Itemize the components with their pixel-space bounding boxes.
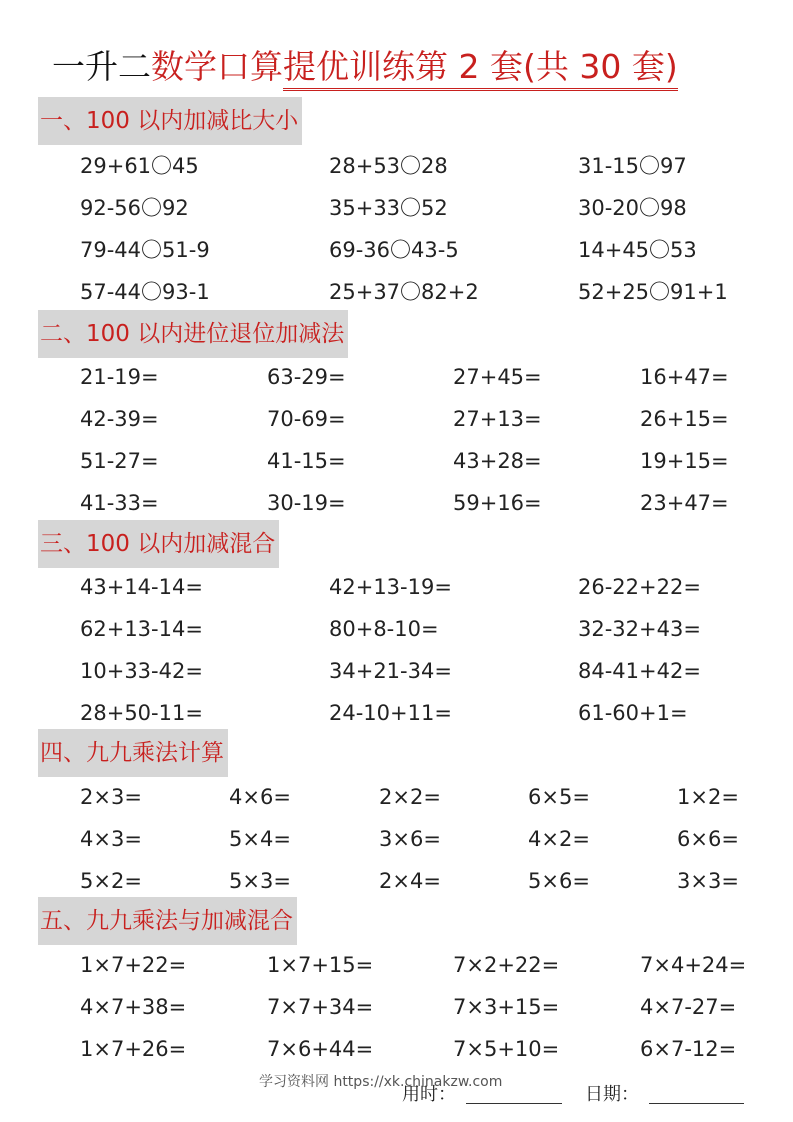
- problem: 14+45〇53: [578, 238, 697, 262]
- problem: 5×3=: [229, 869, 291, 893]
- problem: 3×6=: [379, 827, 441, 851]
- problem: 61-60+1=: [578, 701, 688, 725]
- problem: 57-44〇93-1: [80, 280, 210, 304]
- problem-row: [0, 987, 793, 1027]
- problem: 21-19=: [80, 365, 159, 389]
- section-heading-4: 四、九九乘法计算: [38, 729, 228, 777]
- problem: 32-32+43=: [578, 617, 701, 641]
- problem: 4×7-27=: [640, 995, 737, 1019]
- problem: 63-29=: [267, 365, 346, 389]
- problem: 43+28=: [453, 449, 542, 473]
- problem: 69-36〇43-5: [329, 238, 459, 262]
- problem-row: [0, 1029, 793, 1069]
- problem-row: [0, 567, 793, 607]
- problem-row: [0, 609, 793, 649]
- problem: 6×7-12=: [640, 1037, 737, 1061]
- problem: 7×4+24=: [640, 953, 747, 977]
- problem: 27+13=: [453, 407, 542, 431]
- section-heading-5: 五、九九乘法与加减混合: [38, 897, 297, 945]
- problem-row: [0, 651, 793, 691]
- problem: 4×2=: [528, 827, 590, 851]
- problem: 2×3=: [80, 785, 142, 809]
- time-label: 用时：: [402, 1084, 456, 1105]
- problem-row: [0, 441, 793, 481]
- problem: 1×7+26=: [80, 1037, 187, 1061]
- problem: 42+13-19=: [329, 575, 452, 599]
- problem: 31-15〇97: [578, 154, 687, 178]
- problem: 92-56〇92: [80, 196, 189, 220]
- date-blank[interactable]: [649, 1103, 744, 1104]
- problem: 59+16=: [453, 491, 542, 515]
- problem: 3×3=: [677, 869, 739, 893]
- problem: 41-33=: [80, 491, 159, 515]
- title-subject: 数学口算: [151, 47, 283, 86]
- problem: 42-39=: [80, 407, 159, 431]
- problem: 79-44〇51-9: [80, 238, 210, 262]
- title-set-info: 提优训练第 2 套(共 30 套): [283, 47, 678, 91]
- problem: 52+25〇91+1: [578, 280, 728, 304]
- problem-row: [0, 357, 793, 397]
- problem: 19+15=: [640, 449, 729, 473]
- problem: 2×2=: [379, 785, 441, 809]
- problem: 35+33〇52: [329, 196, 448, 220]
- problem-row: [0, 861, 793, 901]
- section-heading-1: 一、100 以内加减比大小: [38, 97, 302, 145]
- problem: 7×6+44=: [267, 1037, 374, 1061]
- problem: 23+47=: [640, 491, 729, 515]
- problem: 6×6=: [677, 827, 739, 851]
- problem-row: [0, 777, 793, 817]
- problem-row: [0, 272, 793, 312]
- date-label: 日期：: [585, 1084, 639, 1105]
- problem: 1×7+15=: [267, 953, 374, 977]
- problem: 62+13-14=: [80, 617, 203, 641]
- problem: 28+50-11=: [80, 701, 203, 725]
- problem: 26-22+22=: [578, 575, 701, 599]
- title-grade: 一升二: [52, 47, 151, 86]
- problem-row: [0, 230, 793, 270]
- problem: 1×7+22=: [80, 953, 187, 977]
- problem: 5×2=: [80, 869, 142, 893]
- section-heading-3: 三、100 以内加减混合: [38, 520, 279, 568]
- problem: 7×2+22=: [453, 953, 560, 977]
- problem: 28+53〇28: [329, 154, 448, 178]
- problem: 70-69=: [267, 407, 346, 431]
- problem: 29+61〇45: [80, 154, 199, 178]
- problem-row: [0, 399, 793, 439]
- problem: 6×5=: [528, 785, 590, 809]
- problem: 84-41+42=: [578, 659, 701, 683]
- problem: 7×5+10=: [453, 1037, 560, 1061]
- problem: 2×4=: [379, 869, 441, 893]
- problem: 30-20〇98: [578, 196, 687, 220]
- problem-row: [0, 483, 793, 523]
- time-blank[interactable]: [466, 1103, 562, 1104]
- problem: 25+37〇82+2: [329, 280, 479, 304]
- problem: 26+15=: [640, 407, 729, 431]
- problem: 41-15=: [267, 449, 346, 473]
- problem: 30-19=: [267, 491, 346, 515]
- problem: 24-10+11=: [329, 701, 452, 725]
- page-title: [52, 44, 745, 90]
- watermark-url: 学习资料网 https://xk.chinakzw.com: [259, 1074, 503, 1090]
- problem: 43+14-14=: [80, 575, 203, 599]
- problem-row: [0, 819, 793, 859]
- problem: 34+21-34=: [329, 659, 452, 683]
- problem-row: [0, 146, 793, 186]
- problem: 7×7+34=: [267, 995, 374, 1019]
- problem: 16+47=: [640, 365, 729, 389]
- problem-row: [0, 945, 793, 985]
- problem: 5×4=: [229, 827, 291, 851]
- problem: 4×7+38=: [80, 995, 187, 1019]
- problem: 10+33-42=: [80, 659, 203, 683]
- problem: 7×3+15=: [453, 995, 560, 1019]
- problem: 4×6=: [229, 785, 291, 809]
- problem-row: [0, 693, 793, 733]
- problem: 27+45=: [453, 365, 542, 389]
- problem-row: [0, 188, 793, 228]
- problem: 1×2=: [677, 785, 739, 809]
- problem: 5×6=: [528, 869, 590, 893]
- problem: 80+8-10=: [329, 617, 439, 641]
- section-heading-2: 二、100 以内进位退位加减法: [38, 310, 348, 358]
- problem: 4×3=: [80, 827, 142, 851]
- problem: 51-27=: [80, 449, 159, 473]
